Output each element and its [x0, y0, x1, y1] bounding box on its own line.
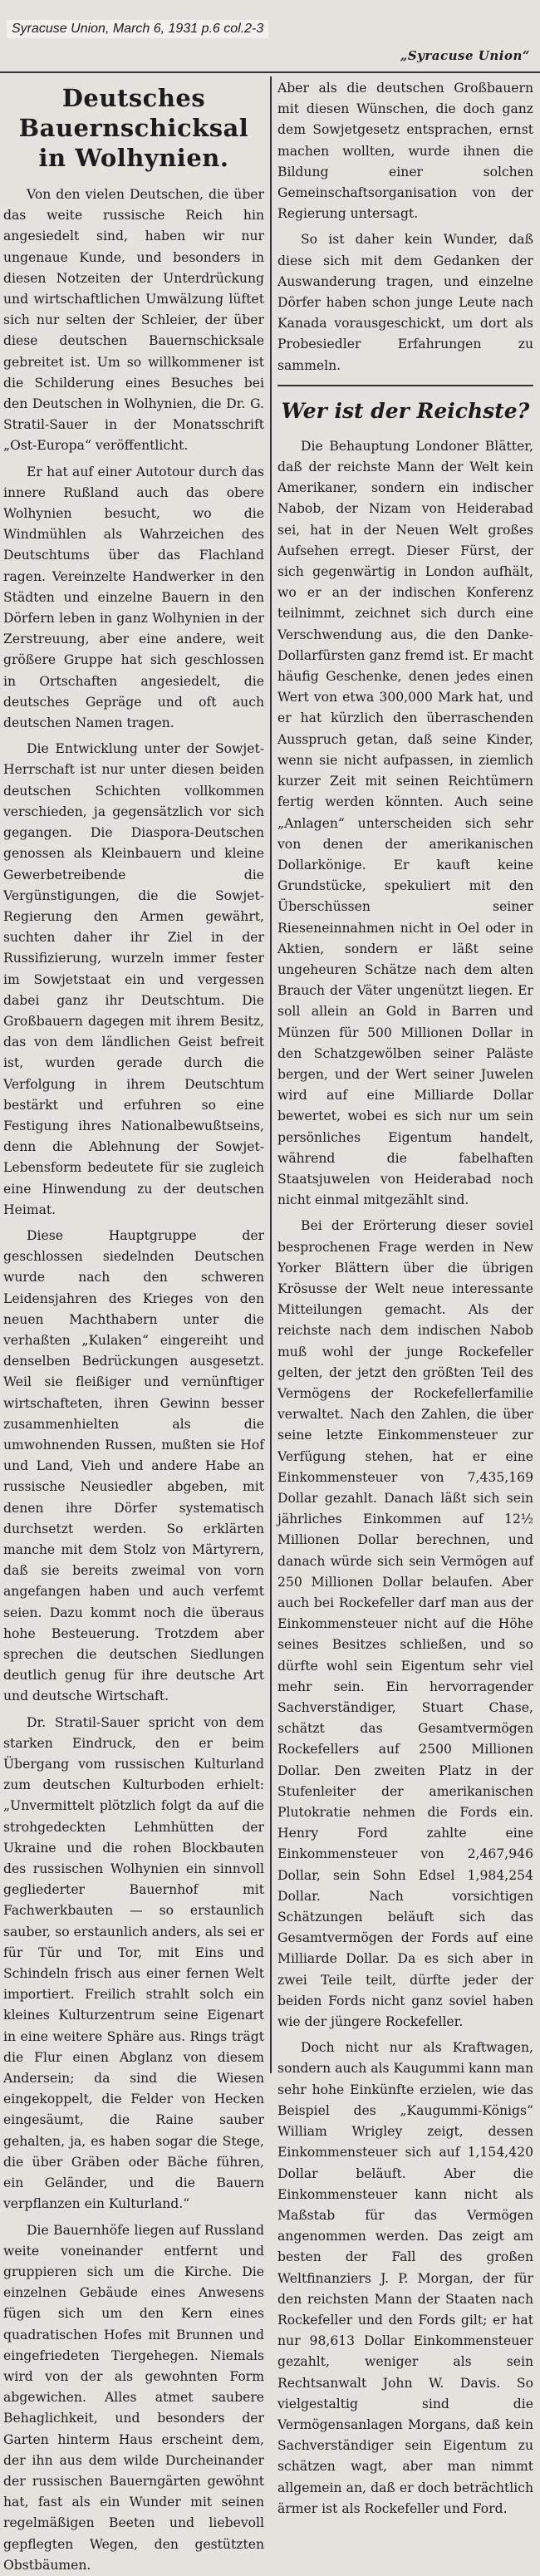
article-paragraph: Die Bauernhöfe liegen auf Russland weite voneinander entfernt und gruppieren sich um die Kirche. Die einzelnen Gebäude eines Anwesens fügen sich um den Kern eines quadratischen Hofes mit Brunnen und eingefriedeten Tiergehegen. Niemals wird von der als gewohnten Form abgewichen. Alles atmet saubere Behaglichkeit, und besonders der Garten hinterm Haus erscheint dem, der ihn aus dem wilde Durcheinander der russischen Bauerngärten gewöhnt hat, fast als ein Wunder mit seinen regelmäßigen Beeten und liebevoll gepflegten Wegen, den gestützten Obstbäumen.: [3, 2222, 264, 2573]
article-title-reichste: Wer ist der Reichste?: [281, 398, 530, 423]
masthead: „Syracuse Union“: [400, 48, 530, 63]
right-column: [277, 78, 533, 2516]
article-title-bauernschicksal: Deutsches Bauernschicksal in Wolhynien.: [18, 84, 249, 172]
article-paragraph: Die Behauptung Londoner Blätter, daß der reichste Mann der Welt kein Amerikaner, sondern ein indischer Nabob, der Nizam von Heiderabad sei, hat in der Neuen Welt großes Aufsehen erregt. Dieser Fürst, der sich gegenwärtig in London aufhält, wo er an der indischen Konferenz teilnimmt, zeichnet sich durch eine Verschwendung aus, die den Danke-Dollarfürsten ganz fremd ist. Er macht häufig Geschenke, denen jedes einen Wert von etwa 300,000 Mark hat, und er hat kürzlich den überraschenden Ausspruch getan, daß seine Kinder, wenn sie nicht aufpassen, in ziemlich kurzer Zeit mit seinen Reichtümern fertig werden könnten. Auch seine „Anlagen“ unterscheiden sich sehr von denen der amerikanischen Dollarkönige. Er kauft keine Grundstücke, spekuliert mit den Überschüssen seiner Rieseneinnahmen nicht in Oel oder in Aktien, sondern er läßt seine ungeheuren Schätze nach dem alten Brauch der Väter ungenützt liegen. Er soll allein an Gold in Barren und Münzen für 500 Millionen Dollar in den Schatzgewölben seiner Paläste bergen, und der Wert seiner Juwelen wird auf eine Milliarde Dollar bewertet, wobei es sich nur um sein persönliches Eigentum handelt, während die fabelhaften Staatsjuwelen von Heiderabad noch nicht einmal mitgezählt sind.: [277, 438, 533, 1208]
article-paragraph: Die Entwicklung unter der Sowjet-Herrschaft ist nur unter diesen beiden deutschen Schichten vollkommen verschieden, ja gegensätzlich vor sich gegangen. Die Diaspora-Deutschen genossen als Kleinbauern und kleine Gewerbetreibende die Vergünstigungen, die die Sowjet-Regierung den Armen gewährt, suchten daher ihr Ziel in der Russifizierung, wurzeln immer fester im Sowjetstaat ein und vergessen dabei ganz ihr Deutschtum. Die Großbauern dagegen mit ihrem Besitz, das von dem ländlichen Geist befreit ist, wurden gerade durch die Verfolgung in ihrem Deutschtum bestärkt und erfuhren so eine Festigung ihres Nationalbewußtseins, denn die Ablehnung der Sowjet-Lebensform bedeutete für sie zugleich eine Hinwendung zu der deutschen Heimat.: [3, 741, 264, 1217]
source-citation: Syracuse Union, March 6, 1931 p.6 col.2-3: [7, 20, 268, 38]
article-paragraph: Von den vielen Deutschen, die über das weite russische Reich hin angesiedelt sind, haben wir nur ungenaue Kunde, und besonders in diesen Notzeiten der Unterdrückung und wirtschaftlichen Umwälzung lüftet sich nur selten der Schleier, der über diese deutschen Bauernschicksale gebreitet ist. Um so willkommener ist die Schilderung eines Besuches bei den Deutschen in Wolhynien, die Dr. G. Stratil-Sauer in der Monatsschrift „Ost-Europa“ veröffentlicht.: [3, 187, 264, 454]
left-column: [3, 78, 264, 2573]
article-paragraph: Er hat auf einer Autotour durch das innere Rußland auch das obere Wolhynien besucht, wo die Windmühlen als Wahrzeichen des Deutschtums über das Flachland ragen. Vereinzelte Handwerker in den Städten und einzelne Bauern in den Dörfern leben in ganz Wolhynien in der Zerstreuung, aber eine andere, weit größere Gruppe hat sich geschlossen in Ortschaften angesiedelt, die deutsches Gepräge und oft auch deutschen Namen tragen.: [3, 464, 264, 731]
article-paragraph: Doch nicht nur als Kraftwagen, sondern auch als Kaugummi kann man sehr hohe Einkünfte erzielen, wie das Beispiel des „Kaugummi-Königs“ William Wrigley zeigt, dessen Einkommensteuer sich auf 1,154,420 Dollar beläuft. Aber die Einkommensteuer kann nicht als Maßstab für das Vermögen angenommen werden. Das zeigt am besten der Fall des großen Weltfinanziers J. P. Morgan, der für den reichsten Mann der Staaten nach Rockefeller und den Fords gilt; er hat nur 98,613 Dollar Einkommensteuer gezahlt, weniger als sein Rechtsanwalt John W. Davis. So vielgestaltig sind die Vermögensanlagen Morgans, daß kein Sachverständiger sein Eigentum zu schätzen wagt, aber man nimmt allgemein an, daß er doch beträchtlich ärmer ist als Rockefeller und Ford.: [277, 2040, 533, 2516]
article-paragraph: Bei der Erörterung dieser soviel besprochenen Frage werden in New Yorker Blättern über die übrigen Krösusse der Welt neue interessante Mitteilungen gemacht. Als der reichste nach dem indischen Nabob muß wohl der junge Rockefeller gelten, der jetzt den größten Teil des Vermögens der Rockefellerfamilie verwaltet. Nach den Zahlen, die über seine letzte Einkommensteuer zur Verfügung stehen, hat er eine Einkommensteuer von 7,435,169 Dollar gezahlt. Danach läßt sich sein jährliches Einkommen auf 12½ Millionen Dollar berechnen, und danach würde sich sein Vermögen auf 250 Millionen Dollar belaufen. Aber auch bei Rockefeller darf man aus der Einkommensteuer nicht auf die Höhe seines Besitzes schließen, und so dürfte wohl sein Eigentum sehr viel mehr sein. Ein hervorragender Sachverständiger, Stuart Chase, schätzt das Gesamtvermögen Rockefellers auf 2500 Millionen Dollar. Den zweiten Platz in der Stufenleiter der amerikanischen Plutokratie nehmen die Fords ein. Henry Ford zahlte eine Einkommensteuer von 2,467,946 Dollar, sein Sohn Edsel 1,984,254 Dollar. Nach vorsichtigen Schätzungen beläuft sich das Gesamtvermögen der Fords auf eine Milliarde Dollar. Da es sich aber in zwei Teile teilt, dürfte jeder der beiden Fords nicht ganz soviel haben wie der jüngere Rockefeller.: [277, 1218, 533, 2030]
article-paragraph: Diese Hauptgruppe der geschlossen siedelnden Deutschen wurde nach den schweren Leidensjahren des Krieges von den neuen Machthabern unter die verhaßten „Kulaken“ eingereiht und denselben Bedrückungen ausgesetzt. Weil sie fleißiger und vernünftiger wirtschafteten, ihren Gewinn besser zusammenhielten als die umwohnenden Russen, mußten sie Hof und Land, Vieh und andere Habe an russische Neusiedler abgeben, mit denen ihre Dörfer systematisch durchsetzt werden. So erklärten manche mit dem Stolz von Märtyrern, daß sie bereits zweimal von vorn angefangen haben und auch verfemt seien. Dazu kommt noch die überaus hohe Besteuerung. Trotzdem aber sprechen die deutschen Siedlungen deutlich genug für ihre deutsche Art und deutsche Wirtschaft.: [3, 1227, 264, 1704]
article-paragraph-continued: Aber als die deutschen Großbauern mit diesen Wünschen, die doch ganz dem Sowjetgesetz entsprachen, ernst machen wollten, wurde ihnen die Bildung einer solchen Gemeinschaftsorganisation von der Regierung untersagt.: [277, 81, 533, 222]
top-rule: [0, 71, 540, 73]
article-paragraph: Dr. Stratil-Sauer spricht von dem starken Eindruck, den er beim Übergang vom russischen Kulturland zum deutschen Kulturboden erhielt: „Unvermittelt plötzlich folgt da auf die strohgedeckten Lehmhütten der Ukraine und die rohen Blockbauten des russischen Wolhynien ein sinnvoll gegliederter Bauernhof mit Fachwerkbauten — so erstaunlich sauber, so erstaunlich anders, als sei er für Tür und Tor, mit Eins und Schindeln frisch aus einer fernen Welt importiert. Freilich strahlt solch ein kleines Kulturzentrum seine Eigenart in eine weitere Sphäre aus. Rings trägt die Flur einen Abglanz von diesem Andersein; da sind die Wiesen eingekoppelt, die Felder von Hecken eingesäumt, die Raine sauber gehalten, ja, es haben sogar die Stege, die über Gräben oder Bäche führen, ein Geländer, und die Bauern verpflanzen ein Kulturland.“: [3, 1714, 264, 2212]
article-separator: [277, 385, 533, 386]
article-paragraph: So ist daher kein Wunder, daß diese sich mit dem Gedanken der Auswanderung tragen, und einzelne Dörfer haben schon junge Leute nach Kanada vorausgeschickt, um dort als Probesiedler Erfahrungen zu sammeln.: [277, 232, 533, 373]
column-divider: [270, 76, 272, 2073]
